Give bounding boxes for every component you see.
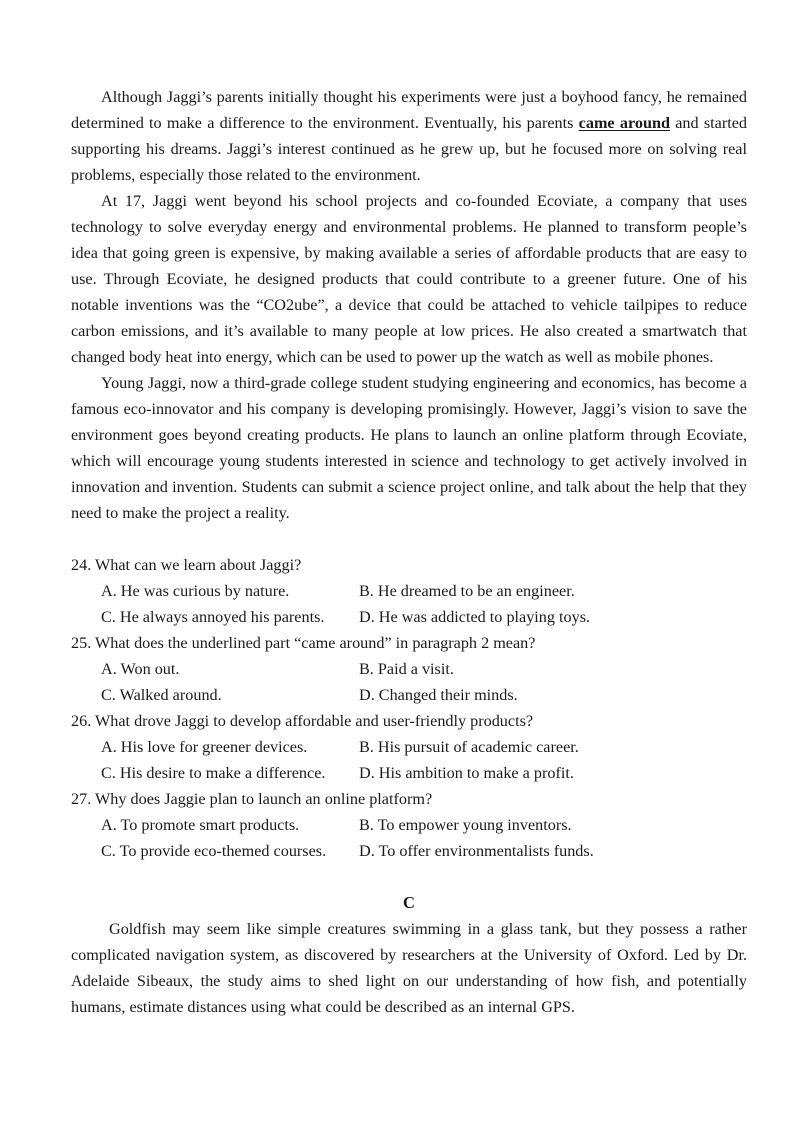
question-24 bbox=[71, 552, 747, 630]
option-d: D. Changed their minds. bbox=[359, 686, 518, 704]
option-b: B. To empower young inventors. bbox=[359, 816, 572, 834]
option-c: C. Walked around. bbox=[101, 686, 222, 704]
question-stem: 25. What does the underlined part “came around” in paragraph 2 mean? bbox=[71, 634, 536, 652]
question-27 bbox=[71, 786, 747, 864]
options-row-cd bbox=[71, 604, 747, 630]
option-b: B. He dreamed to be an engineer. bbox=[359, 582, 575, 600]
passage-b-paragraph-2 bbox=[71, 84, 747, 188]
option-a: A. His love for greener devices. bbox=[101, 738, 308, 756]
passage-c bbox=[71, 890, 747, 1020]
question-stem: 24. What can we learn about Jaggi? bbox=[71, 556, 302, 574]
question-stem: 27. Why does Jaggie plan to launch an online platform? bbox=[71, 790, 433, 808]
option-a: A. To promote smart products. bbox=[101, 816, 300, 834]
paragraph-text-before: Although Jaggi’s parents initially thought his experiments were just a boyhood fancy, he remained determined to make a difference to the environment. Eventually, his parents bbox=[71, 88, 747, 132]
option-b: B. Paid a visit. bbox=[359, 660, 454, 678]
options-row-ab bbox=[71, 656, 747, 682]
options-row-cd bbox=[71, 838, 747, 864]
options-row-ab bbox=[71, 812, 747, 838]
passage-b-paragraph-4: Young Jaggi, now a third-grade college student studying engineering and economics, has become a famous eco-innovator and his company is developing promisingly. However, Jaggi’s vision to save the environment goes beyond creating products. He plans to launch an online platform through Ecoviate, which will encourage young students interested in science and technology to get actively involved in innovation and invention. Students can submit a science project online, and talk about the help that they need to make the project a reality. bbox=[71, 374, 747, 522]
passage-c-paragraph-1: Goldfish may seem like simple creatures swimming in a glass tank, but they possess a rather complicated navigation system, as discovered by researchers at the University of Oxford. Led by Dr. Adelaide Sibeaux, the study aims to shed light on our understanding of how fish, and potentially humans, estimate distances using what could be described as an internal GPS. bbox=[71, 920, 747, 1016]
options-row-cd bbox=[71, 682, 747, 708]
question-stem: 26. What drove Jaggi to develop affordable and user-friendly products? bbox=[71, 712, 534, 730]
options-row-ab bbox=[71, 734, 747, 760]
options-row-ab bbox=[71, 578, 747, 604]
section-heading-c: C bbox=[403, 893, 415, 912]
option-b: B. His pursuit of academic career. bbox=[359, 738, 579, 756]
option-d: D. He was addicted to playing toys. bbox=[359, 608, 591, 626]
option-c: C. He always annoyed his parents. bbox=[101, 608, 325, 626]
option-a: A. Won out. bbox=[101, 660, 180, 678]
option-a: A. He was curious by nature. bbox=[101, 582, 290, 600]
passage-b bbox=[71, 84, 747, 526]
paragraph-text-after: and started supporting his dreams. Jaggi’s interest continued as he grew up, but he focused more on solving real problems, especially those related to the environment. bbox=[71, 114, 747, 184]
passage-b-paragraph-3: At 17, Jaggi went beyond his school projects and co-founded Ecoviate, a company that uses technology to solve everyday energy and environmental problems. He planned to transform people’s idea that going green is expensive, by making available a series of affordable products that are easy to use. Through Ecoviate, he designed products that could contribute to a greener future. One of his notable inventions was the “CO2ube”, a device that could be attached to vehicle tailpipes to reduce carbon emissions, and it’s available to many people at low prices. He also created a smartwatch that changed body heat into energy, which can be used to power up the watch as well as mobile phones. bbox=[71, 192, 747, 366]
option-d: D. His ambition to make a profit. bbox=[359, 764, 574, 782]
underlined-phrase-came-around: came around bbox=[578, 114, 670, 132]
option-c: C. His desire to make a difference. bbox=[101, 764, 326, 782]
question-26 bbox=[71, 708, 747, 786]
options-row-cd bbox=[71, 760, 747, 786]
option-c: C. To provide eco-themed courses. bbox=[101, 842, 327, 860]
option-d: D. To offer environmentalists funds. bbox=[359, 842, 594, 860]
questions-section bbox=[71, 552, 747, 864]
question-25 bbox=[71, 630, 747, 708]
exam-page bbox=[71, 84, 747, 1020]
